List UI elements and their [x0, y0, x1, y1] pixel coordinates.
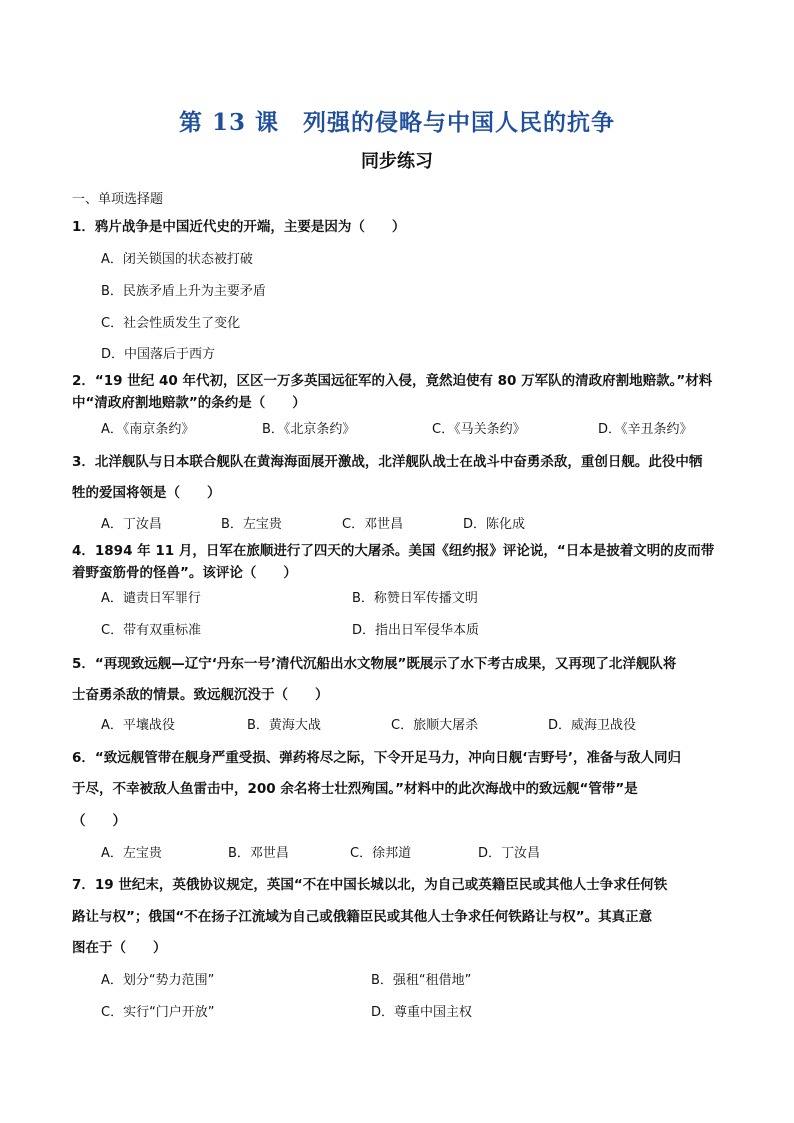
- question-6-stem-line-1: 6．“致远舰管带在舰身严重受损、弹药将尽之际，下令开足马力，冲向日舰‘吉野号’，准备与敌人同归: [72, 750, 682, 766]
- question-5-option-d: D．威海卫战役: [548, 718, 637, 733]
- section-heading: 一、单项选择题: [72, 192, 164, 207]
- question-3-option-a: A．丁汝昌: [101, 517, 162, 532]
- question-4-option-d: D．指出日军侵华本质: [352, 623, 480, 638]
- question-7-option-d: D．尊重中国主权: [371, 1005, 473, 1020]
- question-6-option-b: B．邓世昌: [228, 846, 289, 861]
- question-2-option-a: A．《南京条约》: [101, 422, 195, 437]
- question-1-option-a: A．闭关锁国的状态被打破: [101, 252, 253, 267]
- question-7-stem-line-2: 路让与权”；俄国“不在扬子江流域为自己或俄籍臣民或其他人士争求任何铁路让与权”。其真正意: [72, 909, 653, 925]
- question-7-option-b: B．强租“租借地”: [371, 973, 472, 988]
- question-4-option-a: A．谴责日军罪行: [101, 591, 201, 606]
- question-2-stem-line-2: 中“清政府割地赔款”的条约是（ ）: [72, 395, 306, 411]
- question-6-stem-line-2: 于尽，不幸被敌人鱼雷击中，200 余名将士壮烈殉国。”材料中的此次海战中的致远舰“管带”是: [72, 781, 638, 797]
- question-1-option-d: D．中国落后于西方: [101, 347, 216, 362]
- question-3-option-b: B．左宝贵: [221, 517, 282, 532]
- question-5-option-c: C．旅顺大屠杀: [391, 718, 479, 733]
- question-4-stem-line-2: 着野蛮筋骨的怪兽”。该评论（ ）: [72, 565, 297, 581]
- question-3-stem-line-1: 3．北洋舰队与日本联合舰队在黄海海面展开激战，北洋舰队战士在战斗中奋勇杀敌，重创日舰。此役中牺: [72, 454, 703, 470]
- question-6-option-c: C．徐邦道: [350, 846, 412, 861]
- page-subtitle: 同步练习: [361, 151, 433, 172]
- question-4-stem-line-1: 4．1894 年 11 月，日军在旅顺进行了四天的大屠杀。美国《纽约报》评论说，“日本是披着文明的皮而带: [72, 543, 715, 559]
- question-1-stem: 1．鸦片战争是中国近代史的开端，主要是因为（ ）: [72, 219, 406, 235]
- question-3-option-d: D．陈化成: [463, 517, 526, 532]
- question-3-stem-line-2: 牲的爱国将领是（ ）: [72, 485, 221, 501]
- question-5-stem-line-2: 士奋勇杀敌的情景。致远舰沉没于（ ）: [72, 687, 329, 703]
- question-5-option-b: B．黄海大战: [247, 718, 321, 733]
- question-7-option-c: C．实行“门户开放”: [101, 1005, 215, 1020]
- question-2-option-d: D．《辛丑条约》: [598, 422, 693, 437]
- question-4-option-c: C．带有双重标准: [101, 623, 202, 638]
- question-1-option-c: C．社会性质发生了变化: [101, 316, 241, 331]
- question-2-stem-line-1: 2．“19 世纪 40 年代初，区区一万多英国远征军的入侵，竟然迫使有 80 万军队的清政府割地赔款。”材料: [72, 373, 713, 389]
- question-2-option-c: C．《马关条约》: [432, 422, 526, 437]
- question-1-option-b: B．民族矛盾上升为主要矛盾: [101, 284, 266, 299]
- question-6-stem-line-3: （ ）: [72, 813, 126, 829]
- question-6-option-a: A．左宝贵: [101, 846, 162, 861]
- question-7-stem-line-3: 图在于（ ）: [72, 940, 167, 956]
- question-5-option-a: A．平壤战役: [101, 718, 175, 733]
- question-4-option-b: B．称赞日军传播文明: [352, 591, 478, 606]
- question-7-stem-line-1: 7．19 世纪末，英俄协议规定，英国“不在中国长城以北，为自己或英籍臣民或其他人士争求任何铁: [72, 877, 668, 893]
- question-7-option-a: A．划分“势力范围”: [101, 973, 215, 988]
- page-title: 第 13 课 列强的侵略与中国人民的抗争: [178, 109, 616, 136]
- question-6-option-d: D．丁汝昌: [478, 846, 541, 861]
- question-3-option-c: C．邓世昌: [342, 517, 404, 532]
- question-2-option-b: B．《北京条约》: [262, 422, 356, 437]
- question-5-stem-line-1: 5．“再现致远舰—辽宁‘丹东一号’清代沉船出水文物展”既展示了水下考古成果，又再现了北洋舰队将: [72, 656, 677, 672]
